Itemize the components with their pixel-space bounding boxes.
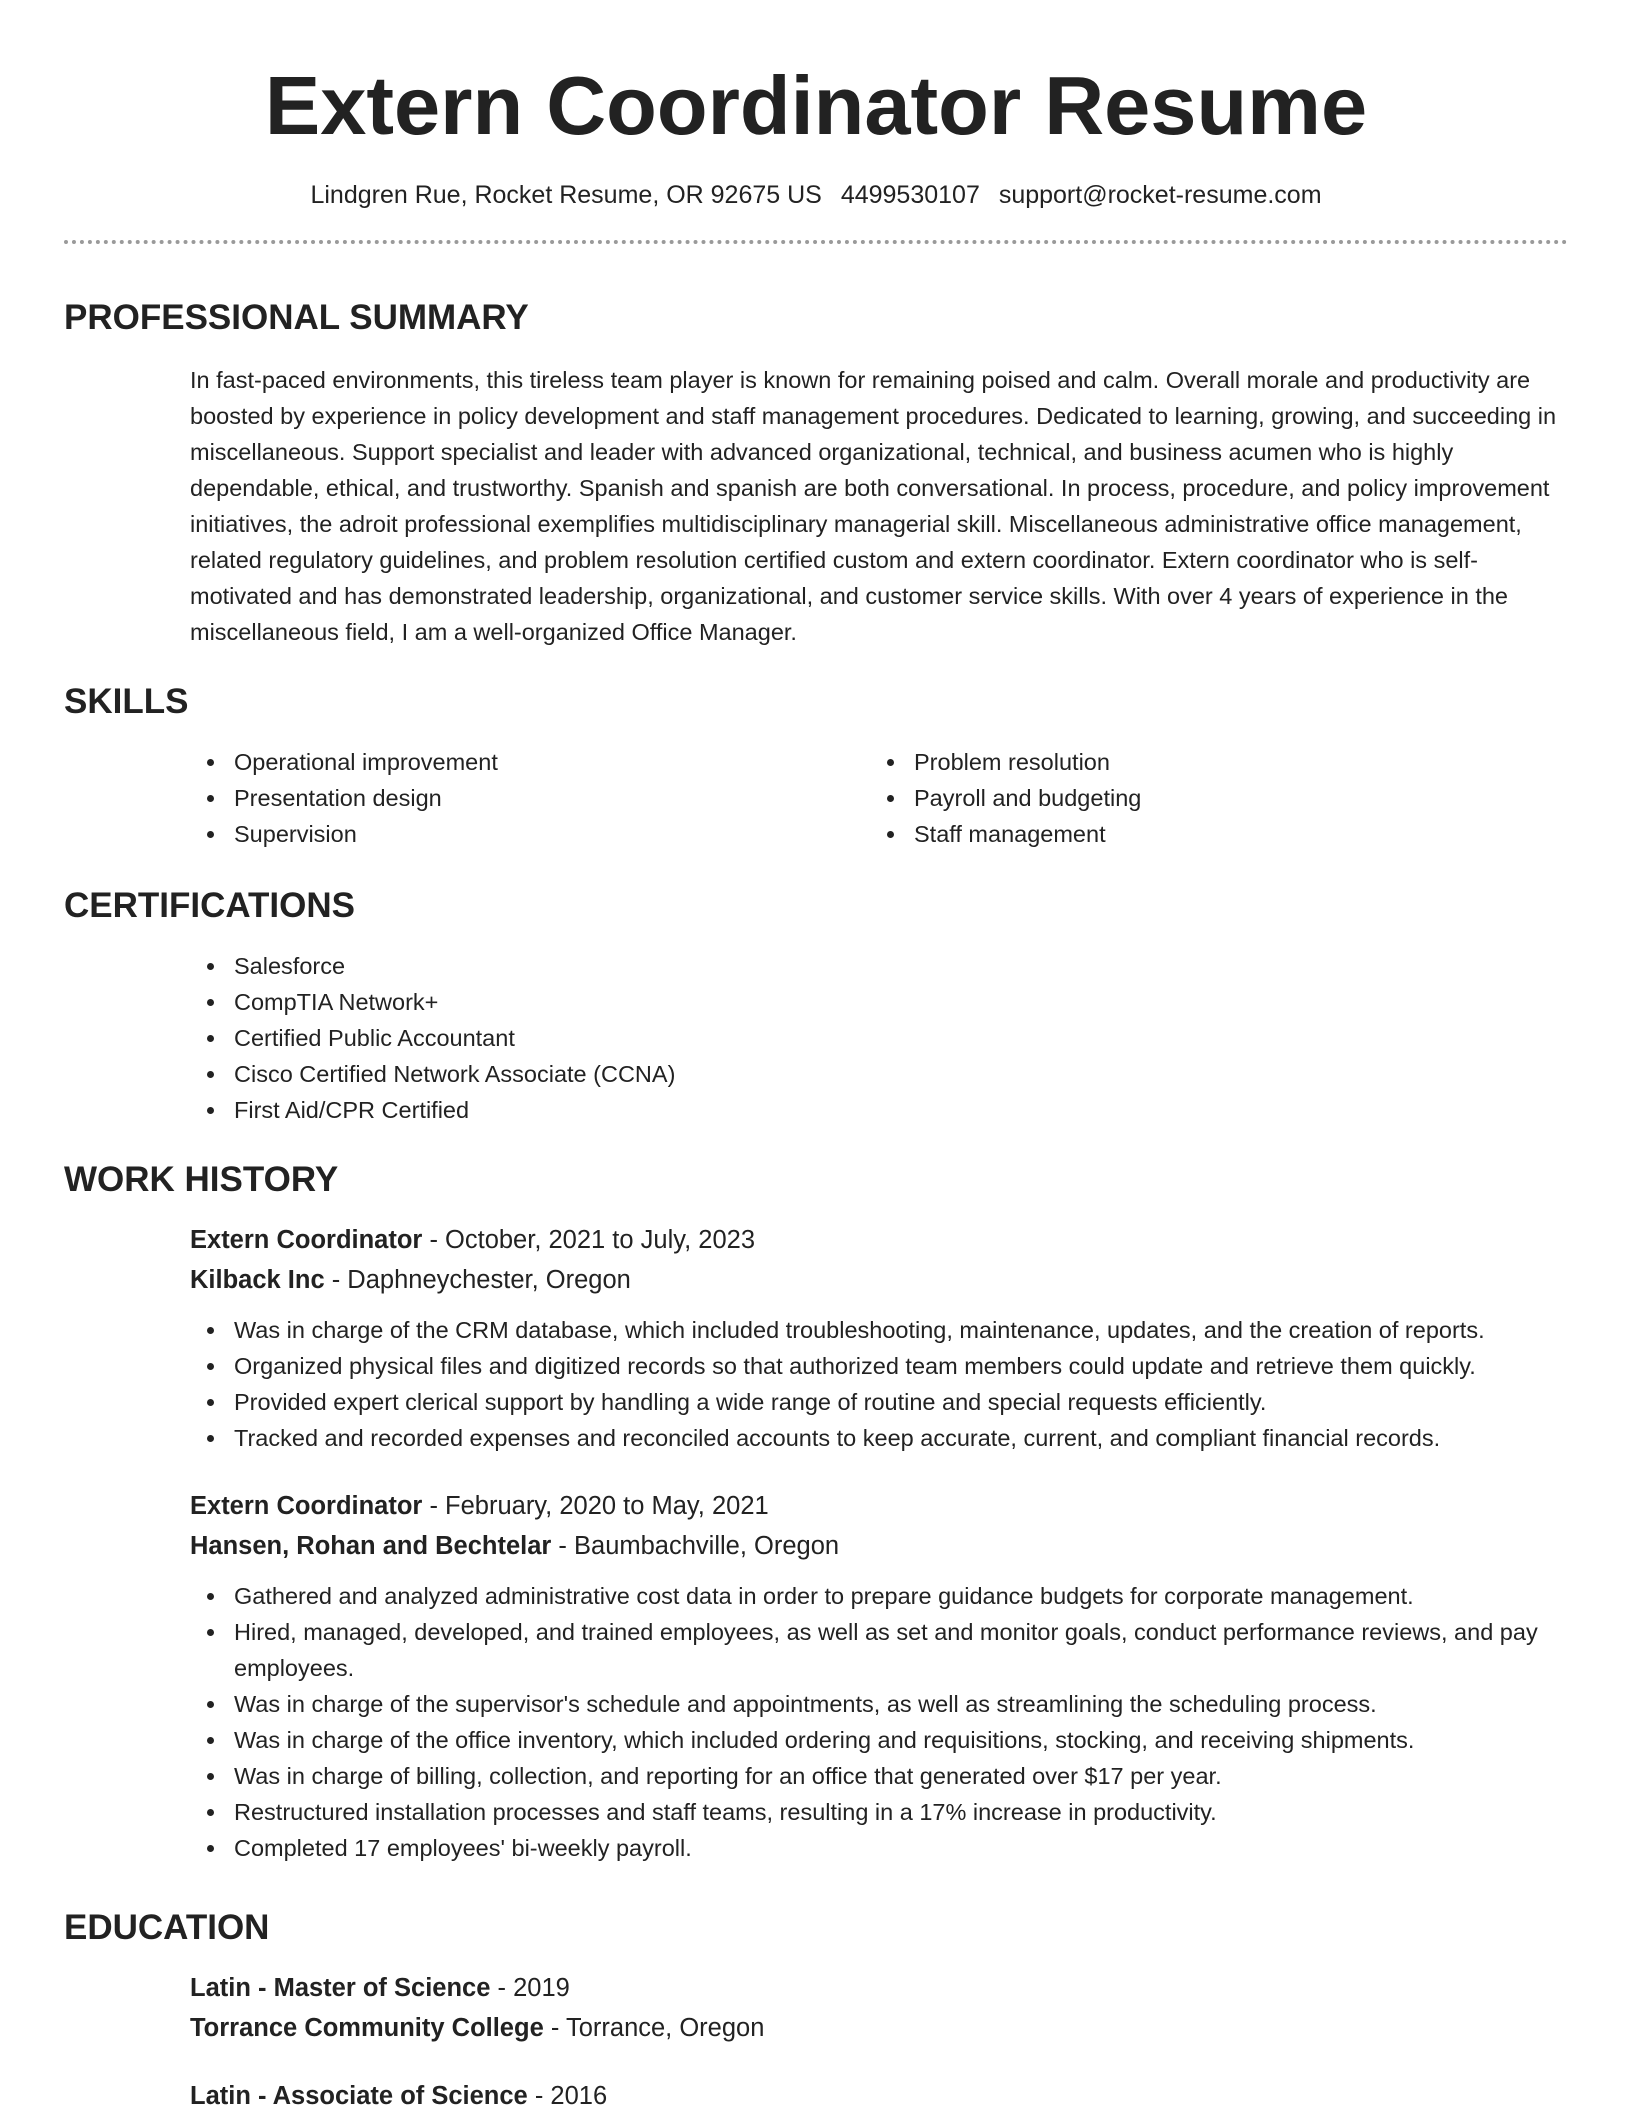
job-title-line [190, 1486, 1568, 1526]
work-history-section [64, 1158, 1568, 1866]
job-title: Extern Coordinator [190, 1492, 423, 1520]
certification-item: Salesforce [190, 948, 1568, 984]
job-duty: Was in charge of the CRM database, which included troubleshooting, maintenance, updates, and the creation of reports. [190, 1312, 1568, 1348]
skills-list-right [870, 744, 1550, 852]
job-duty: Restructured installation processes and staff teams, resulting in a 17% increase in productivity. [190, 1794, 1568, 1830]
job-entry [190, 1486, 1568, 1866]
skill-item: Supervision [190, 816, 870, 852]
education-year: - 2019 [490, 1974, 570, 2002]
job-duty: Was in charge of billing, collection, and reporting for an office that generated over $17 per year. [190, 1758, 1568, 1794]
job-duty: Hired, managed, developed, and trained employees, as well as set and monitor goals, conduct performance reviews, and pay employees. [190, 1614, 1568, 1686]
education-entry [190, 2076, 1568, 2116]
job-company: Hansen, Rohan and Bechtelar [190, 1532, 552, 1560]
contact-email[interactable]: support@rocket-resume.com [998, 181, 1322, 209]
skills-list-left [190, 744, 870, 852]
summary-text: In fast-paced environments, this tireless team player is known for remaining poised and calm. Overall morale and productivity are boosted by experience in policy development and staff management procedures. Dedicated to learning, growing, and succeeding in miscellaneous. Support specialist and leader with advanced organizational, technical, and business acumen who is highly dependable, ethical, and trustworthy. Spanish and spanish are both conversational. In process, procedure, and policy improvement initiatives, the adroit professional exemplifies multidisciplinary managerial skill. Miscellaneous administrative office management, related regulatory guidelines, and problem resolution certified custom and extern coordinator. Extern coordinator who is self-motivated and has demonstrated leadership, organizational, and customer service skills. With over 4 years of experience in the miscellaneous field, I am a well-organized Office Manager. [190, 367, 1557, 645]
contact-phone: 4499530107 [840, 181, 980, 209]
job-location: - Baumbachville, Oregon [551, 1532, 840, 1560]
certifications-heading: CERTIFICATIONS [64, 886, 356, 925]
education-degree: Latin - Master of Science [190, 1974, 491, 2002]
certifications-section [64, 884, 1568, 1128]
skill-item: Staff management [870, 816, 1550, 852]
education-school-line [190, 2008, 1568, 2048]
certification-item: First Aid/CPR Certified [190, 1092, 1568, 1128]
contact-address: Lindgren Rue, Rocket Resume, OR 92675 US [310, 181, 822, 209]
job-duty: Completed 17 employees' bi-weekly payroll. [190, 1830, 1568, 1866]
certification-item: CompTIA Network+ [190, 984, 1568, 1020]
job-company: Kilback Inc [190, 1266, 325, 1294]
contact-line [64, 178, 1568, 212]
job-title-line [190, 1220, 1568, 1260]
skills-grid [190, 744, 1568, 852]
education-degree-line [190, 1968, 1568, 2008]
summary-section [64, 296, 1568, 650]
work-history-heading: WORK HISTORY [64, 1160, 339, 1199]
skills-section [64, 680, 1568, 852]
skill-item: Payroll and budgeting [870, 780, 1550, 816]
skill-item: Problem resolution [870, 744, 1550, 780]
education-location: - Torrance, Oregon [543, 2014, 765, 2042]
header-divider [64, 240, 1568, 244]
job-dates: - February, 2020 to May, 2021 [422, 1492, 769, 1520]
skill-item: Operational improvement [190, 744, 870, 780]
education-entry [190, 1968, 1568, 2048]
job-entry [190, 1220, 1568, 1456]
job-duty: Provided expert clerical support by handling a wide range of routine and special requests efficiently. [190, 1384, 1568, 1420]
job-dates: - October, 2021 to July, 2023 [422, 1226, 756, 1254]
job-duty: Gathered and analyzed administrative cost data in order to prepare guidance budgets for corporate management. [190, 1578, 1568, 1614]
job-duty: Tracked and recorded expenses and reconciled accounts to keep accurate, current, and compliant financial records. [190, 1420, 1568, 1456]
education-section [64, 1906, 1568, 2116]
education-school: Torrance Community College [190, 2014, 544, 2042]
job-company-line [190, 1526, 1568, 1566]
certification-item: Certified Public Accountant [190, 1020, 1568, 1056]
summary-heading: PROFESSIONAL SUMMARY [64, 298, 529, 337]
job-duty: Organized physical files and digitized records so that authorized team members could update and retrieve them quickly. [190, 1348, 1568, 1384]
skill-item: Presentation design [190, 780, 870, 816]
education-year: - 2016 [527, 2082, 608, 2110]
education-degree: Latin - Associate of Science [190, 2082, 528, 2110]
job-company-line [190, 1260, 1568, 1300]
resume-title: Extern Coordinator Resume [264, 59, 1368, 152]
skills-heading: SKILLS [64, 682, 189, 721]
job-title: Extern Coordinator [190, 1226, 423, 1254]
job-duty: Was in charge of the office inventory, which included ordering and requisitions, stocking, and receiving shipments. [190, 1722, 1568, 1758]
education-degree-line [190, 2076, 1568, 2116]
certifications-list [190, 948, 1568, 1128]
job-duties [190, 1312, 1568, 1456]
job-duty: Was in charge of the supervisor's schedule and appointments, as well as streamlining the scheduling process. [190, 1686, 1568, 1722]
job-duties [190, 1578, 1568, 1866]
job-location: - Daphneychester, Oregon [324, 1266, 631, 1294]
certification-item: Cisco Certified Network Associate (CCNA) [190, 1056, 1568, 1092]
education-heading: EDUCATION [64, 1908, 270, 1947]
